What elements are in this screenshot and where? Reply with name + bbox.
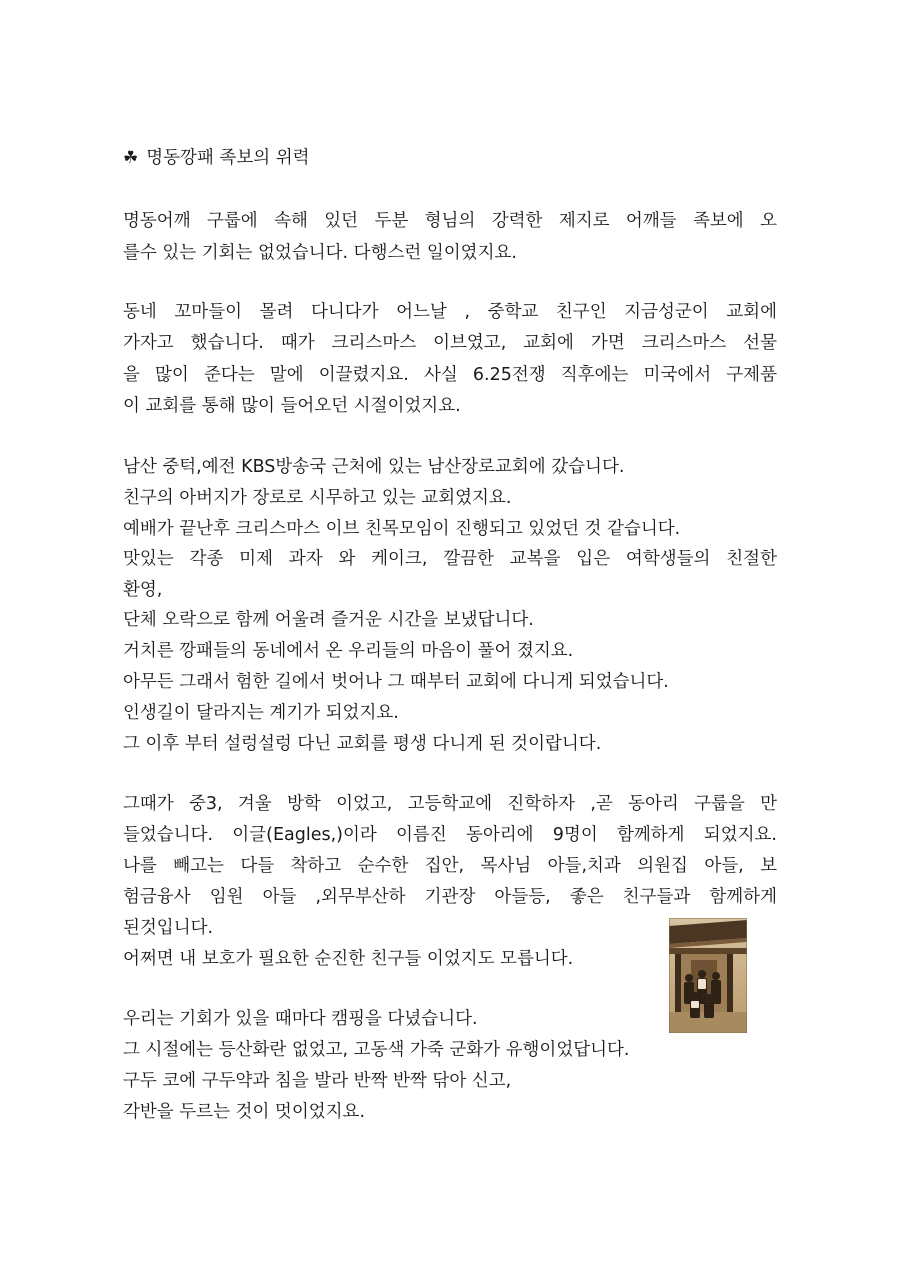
text-line: 나를 빼고는 다들 착하고 순수한 집안, 목사님 아들,치과 의원집 아들, 보 bbox=[123, 856, 777, 876]
text-line: 예배가 끝난후 크리스마스 이브 친목모임이 진행되고 있었던 것 같습니다. bbox=[123, 519, 681, 539]
text-line: 를수 있는 기회는 없었습니다. 다행스런 일이였지요. bbox=[123, 243, 517, 263]
text-line: 동네 꼬마들이 몰려 다니다가 어느날 , 중학교 친구인 지금성군이 교회에 bbox=[123, 302, 777, 322]
text-line: 맛있는 각종 미제 과자 와 케이크, 깔끔한 교복을 입은 여학생들의 친절한 bbox=[123, 549, 777, 569]
text-line: 가자고 했습니다. 때가 크리스마스 이브였고, 교회에 가면 크리스마스 선물 bbox=[123, 333, 777, 353]
text-line: 명동어깨 구룹에 속해 있던 두분 형님의 강력한 제지로 어깨들 족보에 오 bbox=[123, 211, 777, 231]
text-line: 들었습니다. 이글(Eagles,)이라 이름진 동아리에 9명이 함께하게 되었지요. bbox=[123, 825, 777, 845]
section-heading bbox=[123, 145, 310, 171]
text-line: 우리는 기회가 있을 때마다 캠핑을 다녔습니다. bbox=[123, 1009, 478, 1029]
text-line: 그때가 중3, 겨울 방학 이었고, 고등학교에 진학하자 ,곧 동아리 구룹을 만 bbox=[123, 794, 777, 814]
text-line: 아무든 그래서 험한 길에서 벗어나 그 때부터 교회에 다니게 되었습니다. bbox=[123, 672, 669, 692]
text-line: 이 교회를 통해 많이 들어오던 시절이었지요. bbox=[123, 396, 461, 416]
text-line: 그 이후 부터 설렁설렁 다닌 교회를 평생 다니게 된 것이랍니다. bbox=[123, 734, 602, 754]
shamrock-icon: ☘ bbox=[123, 148, 139, 168]
text-line: 거치른 깡패들의 동네에서 온 우리들의 마음이 풀어 졌지요. bbox=[123, 641, 574, 661]
text-line: 험금융사 임원 아들 ,외무부산하 기관장 아들등, 좋은 친구들과 함께하게 bbox=[123, 887, 777, 907]
text-line: 구두 코에 구두약과 침을 발라 반짝 반짝 닦아 신고, bbox=[123, 1071, 512, 1091]
text-line: 친구의 아버지가 장로로 시무하고 있는 교회였지요. bbox=[123, 488, 512, 508]
text-line: 어쩌면 내 보호가 필요한 순진한 친구들 이었지도 모릅니다. bbox=[123, 949, 574, 969]
text-line: 된것입니다. bbox=[123, 918, 214, 938]
text-line: 을 많이 준다는 말에 이끌렸지요. 사실 6.25전쟁 직후에는 미국에서 구제품 bbox=[123, 365, 777, 385]
text-line: 그 시절에는 등산화란 없었고, 고동색 가죽 군화가 유행이었답니다. bbox=[123, 1040, 630, 1060]
text-line: 남산 중턱,예전 KBS방송국 근처에 있는 남산장로교회에 갔습니다. bbox=[123, 457, 625, 477]
section-title: 명동깡패 족보의 위력 bbox=[146, 148, 310, 168]
group-photo bbox=[669, 918, 747, 1033]
text-line: 인생길이 달라지는 계기가 되었지요. bbox=[123, 703, 399, 723]
text-line: 단체 오락으로 함께 어울려 즐거운 시간을 보냈답니다. bbox=[123, 610, 534, 630]
text-line: 환영, bbox=[123, 580, 163, 600]
text-line: 각반을 두르는 것이 멋이었지요. bbox=[123, 1102, 366, 1122]
